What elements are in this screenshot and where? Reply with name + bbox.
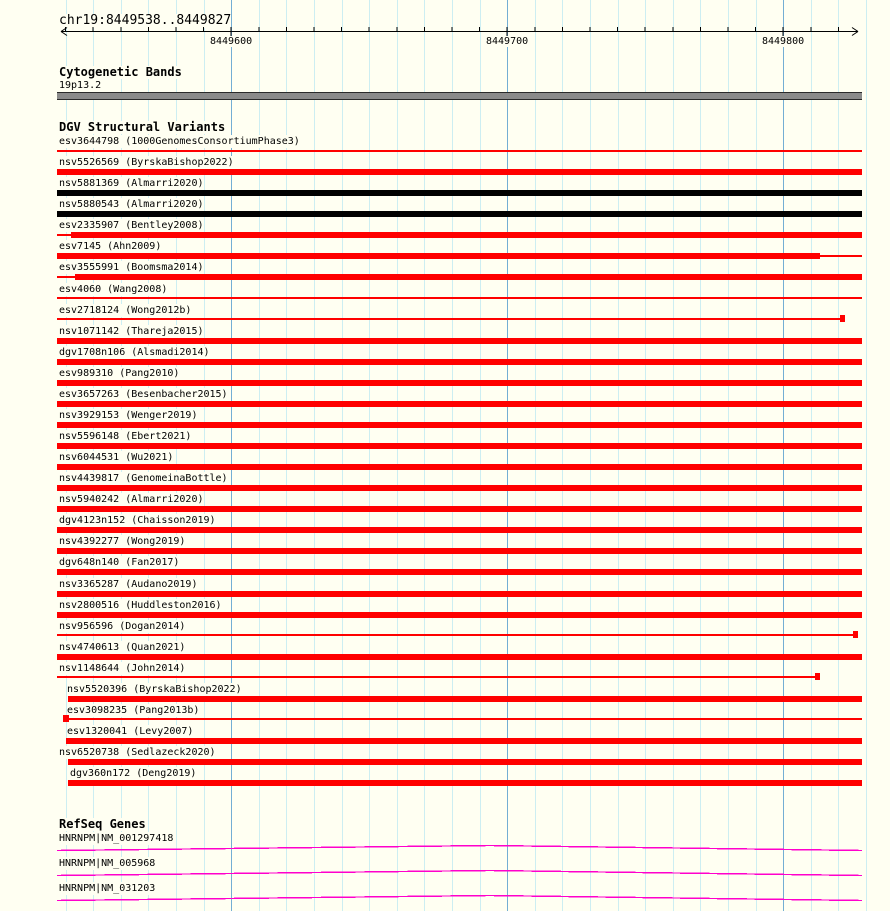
variant-bar-segment[interactable]: [68, 780, 862, 786]
variant-label[interactable]: esv3657263 (Besenbacher2015): [59, 388, 228, 400]
variant-label[interactable]: nsv5526569 (ByrskaBishop2022): [59, 157, 234, 169]
gridline-minor: [700, 0, 701, 911]
variant-bar-segment[interactable]: [57, 443, 862, 449]
variant-bar-segment[interactable]: [57, 276, 75, 278]
gridline-minor: [424, 0, 425, 911]
gridline-minor: [369, 0, 370, 911]
variant-label[interactable]: dgv1708n106 (Alsmadi2014): [59, 346, 210, 358]
variant-bar-segment[interactable]: [57, 464, 862, 470]
ruler-tick-label: 8449800: [762, 36, 805, 47]
variant-bar-segment[interactable]: [57, 211, 862, 217]
variant-bar-segment[interactable]: [57, 485, 862, 491]
variant-bar-segment[interactable]: [57, 591, 862, 597]
variant-bar-segment[interactable]: [68, 696, 862, 702]
variant-bar-segment[interactable]: [66, 738, 862, 744]
gridline-minor: [811, 0, 812, 911]
variant-bar-segment[interactable]: [57, 253, 820, 259]
variant-label[interactable]: esv3555991 (Boomsma2014): [59, 262, 204, 274]
variant-label[interactable]: nsv3365287 (Audano2019): [59, 578, 198, 590]
variant-label[interactable]: nsv5940242 (Almarri2020): [59, 494, 204, 506]
variant-label[interactable]: esv3098235 (Pang2013b): [67, 704, 200, 716]
variant-bar-segment[interactable]: [57, 569, 862, 575]
variant-bar-segment[interactable]: [57, 654, 862, 660]
variant-bar-segment[interactable]: [57, 234, 71, 236]
variant-bar-segment[interactable]: [57, 359, 862, 365]
variant-label[interactable]: dgv4123n152 (Chaisson2019): [59, 515, 216, 527]
variant-label[interactable]: nsv3929153 (Wenger2019): [59, 409, 198, 421]
gridline-major: [507, 0, 508, 911]
variant-label[interactable]: nsv2800516 (Huddleston2016): [59, 599, 222, 611]
variant-bar-segment[interactable]: [57, 548, 862, 554]
variant-bar-segment[interactable]: [75, 274, 862, 280]
variant-bar-segment[interactable]: [68, 759, 862, 765]
gene-label[interactable]: HNRNPM|NM_031203: [59, 883, 156, 894]
variant-bar-segment[interactable]: [57, 297, 862, 299]
gridline-minor: [618, 0, 619, 911]
variant-bar-segment[interactable]: [57, 401, 862, 407]
gridline-minor: [397, 0, 398, 911]
gridline-minor: [645, 0, 646, 911]
variant-bar-segment[interactable]: [853, 631, 858, 638]
variant-bar-segment[interactable]: [57, 380, 862, 386]
variant-bar-segment[interactable]: [57, 506, 862, 512]
variant-bar-segment[interactable]: [57, 150, 862, 152]
variant-bar-segment[interactable]: [840, 315, 845, 322]
gridline-minor: [562, 0, 563, 911]
variant-bar-segment[interactable]: [57, 338, 862, 344]
gene-label[interactable]: HNRNPM|NM_001297418: [59, 833, 174, 844]
variant-bar-segment[interactable]: [57, 169, 862, 175]
variant-label[interactable]: nsv5596148 (Ebert2021): [59, 431, 192, 442]
gridline-minor: [480, 0, 481, 911]
variant-bar-segment[interactable]: [57, 634, 853, 636]
variant-bar-segment[interactable]: [820, 255, 862, 257]
variant-label[interactable]: nsv5881369 (Almarri2020): [59, 178, 204, 190]
gridline-minor: [590, 0, 591, 911]
variant-label[interactable]: nsv4740613 (Quan2021): [59, 641, 186, 653]
gridline-minor: [728, 0, 729, 911]
gridline-minor: [314, 0, 315, 911]
coordinate-ruler: [0, 0, 890, 50]
variant-label[interactable]: nsv1071142 (Thareja2015): [59, 325, 204, 337]
variant-label[interactable]: esv3644798 (1000GenomesConsortiumPhase3): [59, 136, 300, 147]
gridline-minor: [342, 0, 343, 911]
variant-label[interactable]: nsv1148644 (John2014): [59, 662, 186, 674]
variant-label[interactable]: esv2335907 (Bentley2008): [59, 220, 204, 232]
variant-label[interactable]: esv7145 (Ahn2009): [59, 241, 162, 253]
gridline-minor: [756, 0, 757, 911]
variant-bar-segment[interactable]: [815, 673, 820, 680]
variant-bar-segment[interactable]: [57, 527, 862, 533]
variant-label[interactable]: nsv5880543 (Almarri2020): [59, 199, 204, 211]
gridline-minor: [535, 0, 536, 911]
variant-label[interactable]: nsv6044531 (Wu2021): [59, 452, 174, 464]
variant-label[interactable]: nsv5520396 (ByrskaBishop2022): [67, 683, 242, 695]
variant-bar-segment[interactable]: [69, 718, 862, 720]
variant-bar-segment[interactable]: [57, 190, 862, 196]
variant-label[interactable]: dgv648n140 (Fan2017): [59, 557, 180, 569]
variant-bar-segment[interactable]: [57, 676, 815, 678]
variant-label[interactable]: nsv4392277 (Wong2019): [59, 536, 186, 548]
ruler-tick-label: 8449600: [210, 36, 253, 47]
gene-label[interactable]: HNRNPM|NM_005968: [59, 858, 156, 869]
variant-label[interactable]: nsv956596 (Dogan2014): [59, 620, 186, 632]
cytogenetic-section-title: Cytogenetic Bands: [59, 65, 182, 79]
gridline-major: [783, 0, 784, 911]
cytogenetic-band-bar[interactable]: [57, 92, 862, 100]
gridline-minor: [452, 0, 453, 911]
dgv-section-title: DGV Structural Variants: [59, 120, 226, 134]
gridline-minor: [866, 0, 867, 911]
variant-label[interactable]: dgv360n172 (Deng2019): [70, 768, 197, 780]
variant-label[interactable]: esv1320041 (Levy2007): [67, 726, 194, 737]
variant-bar-segment[interactable]: [57, 318, 840, 320]
variant-label[interactable]: nsv4439817 (GenomeinaBottle): [59, 473, 228, 485]
gene-intron-line[interactable]: [57, 868, 863, 878]
cytogenetic-band-label: 19p13.2: [59, 80, 102, 91]
region-label: chr19:8449538..8449827: [59, 13, 232, 28]
variant-label[interactable]: nsv6520738 (Sedlazeck2020): [59, 747, 216, 758]
variant-bar-segment[interactable]: [71, 232, 862, 238]
variant-bar-segment[interactable]: [57, 612, 862, 618]
ruler-tick-label: 8449700: [486, 36, 529, 47]
refseq-section-title: RefSeq Genes: [59, 817, 146, 831]
gene-intron-line[interactable]: [57, 893, 863, 903]
variant-label[interactable]: esv989310 (Pang2010): [59, 367, 180, 379]
gridline-minor: [838, 0, 839, 911]
variant-label[interactable]: esv4060 (Wang2008): [59, 283, 168, 295]
gene-intron-line[interactable]: [57, 843, 863, 853]
gridline-minor: [673, 0, 674, 911]
variant-bar-segment[interactable]: [57, 422, 862, 428]
variant-label[interactable]: esv2718124 (Wong2012b): [59, 304, 192, 316]
